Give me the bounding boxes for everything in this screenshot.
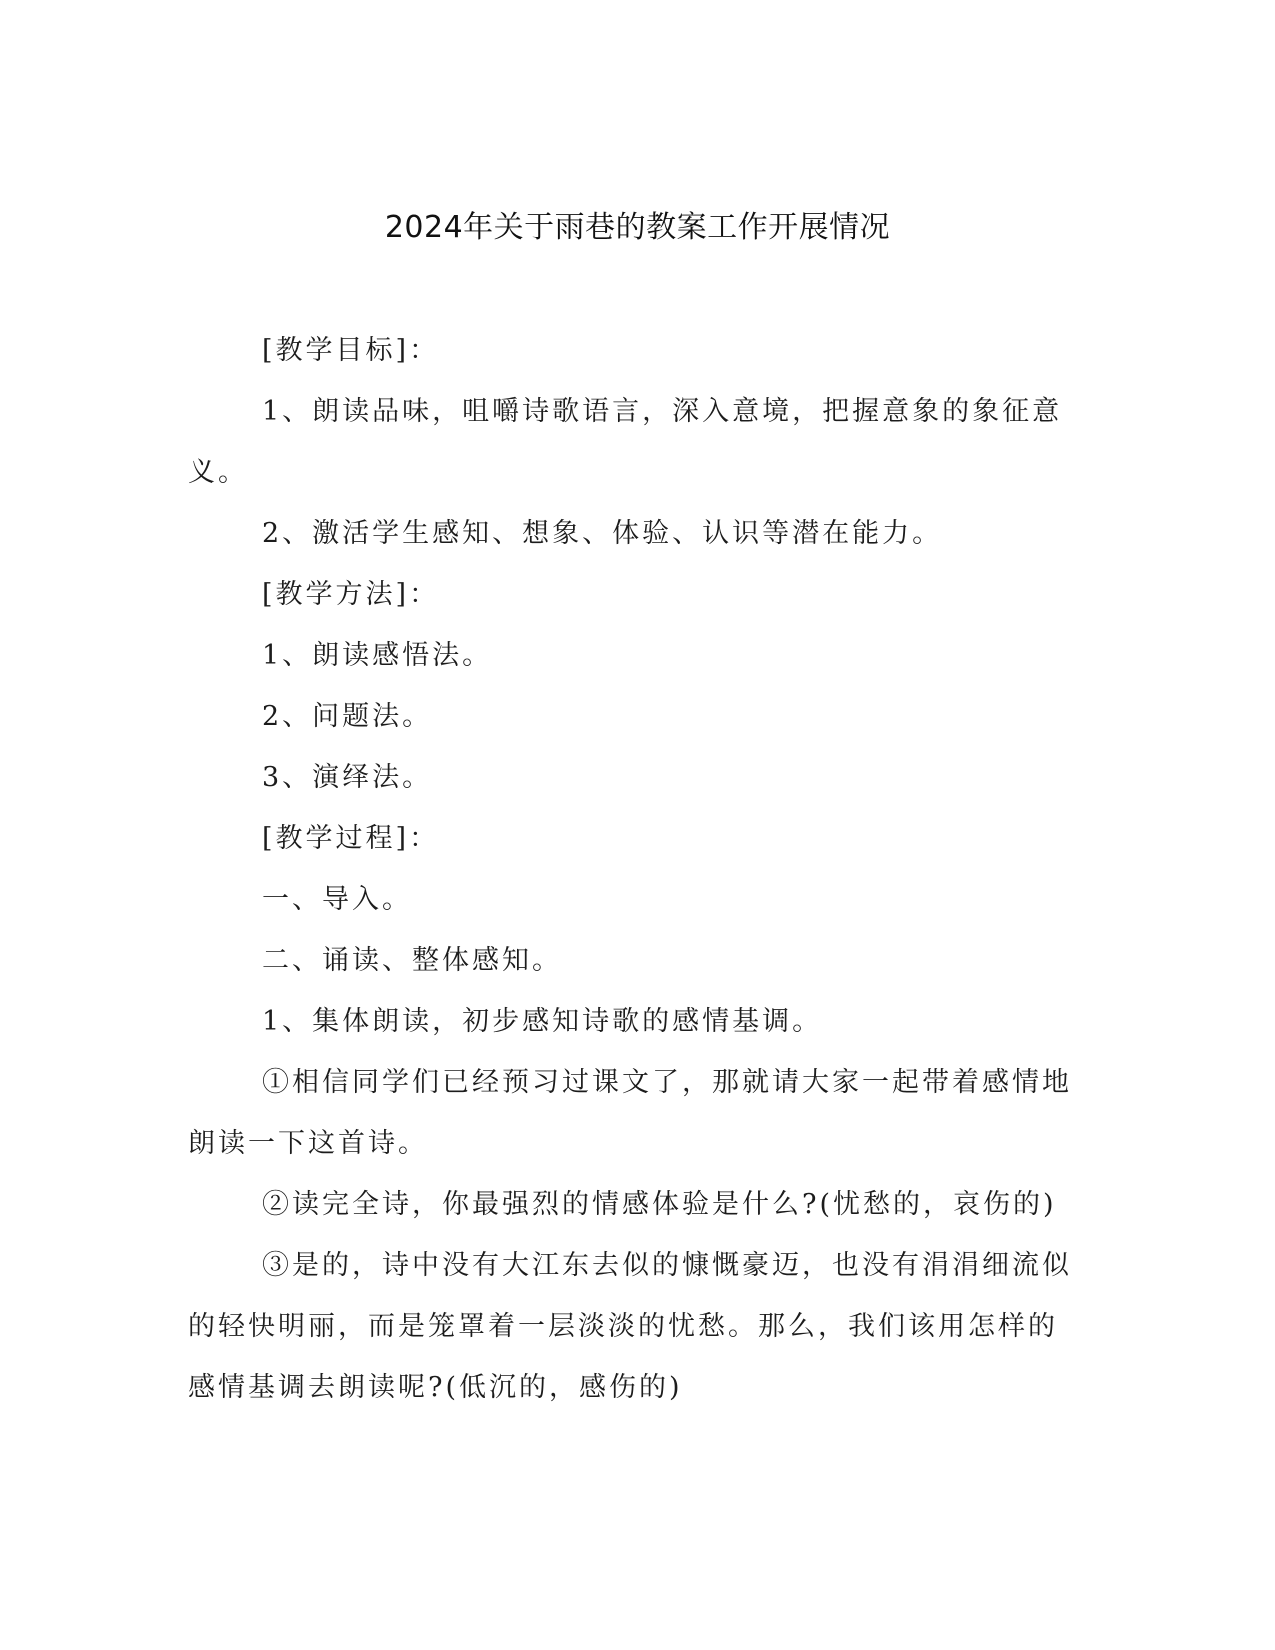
paragraph: 1、朗读品味，咀嚼诗歌语言，深入意境，把握意象的象征意义。 [188, 396, 1063, 488]
paragraph: 一、导入。 [262, 884, 412, 915]
paragraph: ①相信同学们已经预习过课文了，那就请大家一起带着感情地朗读一下这首诗。 [188, 1067, 1072, 1159]
paragraph: 1、集体朗读，初步感知诗歌的感情基调。 [262, 1006, 823, 1037]
section-heading-process: [教学过程]： [262, 823, 440, 854]
section-heading-methods: [教学方法]： [262, 579, 440, 610]
paragraph: 二、诵读、整体感知。 [262, 945, 562, 976]
paragraph: 3、演绎法。 [262, 762, 433, 793]
section-heading-objectives: [教学目标]： [262, 335, 440, 366]
paragraph: 1、朗读感悟法。 [262, 640, 493, 671]
paragraph: 2、问题法。 [262, 701, 433, 732]
paragraph: ②读完全诗，你最强烈的情感体验是什么?(忧愁的，哀伤的) [262, 1189, 1057, 1220]
document-title: 2024年关于雨巷的教案工作开展情况 [384, 210, 891, 245]
paragraph: 2、激活学生感知、想象、体验、认识等潜在能力。 [262, 518, 943, 549]
paragraph: ③是的，诗中没有大江东去似的慷慨豪迈，也没有涓涓细流似的轻快明丽，而是笼罩着一层淡淡的忧愁。那么，我们该用怎样的感情基调去朗读呢?(低沉的，感伤的) [188, 1250, 1072, 1403]
document-body [188, 320, 1078, 1418]
